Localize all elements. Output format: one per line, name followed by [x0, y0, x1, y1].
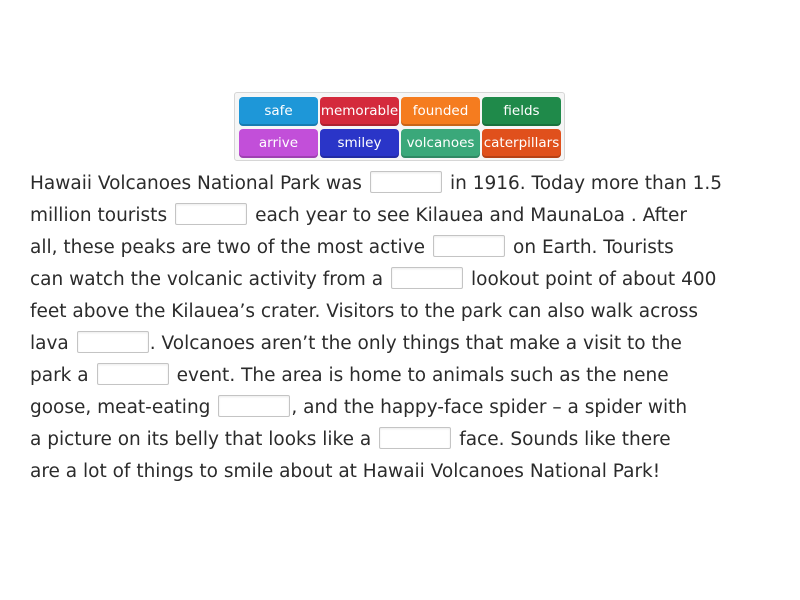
passage-line: [30, 360, 790, 392]
passage-text: . Volcanoes aren’t the only things that make a visit to the: [149, 333, 682, 354]
passage-text: each year to see Kilauea and MaunaLoa . After: [255, 205, 688, 226]
passage-text: face. Sounds like there: [459, 429, 671, 450]
passage-text: lookout point of about 400: [471, 269, 717, 290]
word-chip-memorable[interactable]: memorable: [320, 97, 399, 126]
blank-6[interactable]: [97, 363, 169, 385]
passage: [30, 168, 790, 488]
passage-text: event. The area is home to animals such as the nene: [176, 365, 669, 386]
passage-text: park a: [30, 365, 89, 386]
word-chip-arrive[interactable]: arrive: [239, 129, 318, 158]
passage-text: a picture on its belly that looks like a: [30, 429, 372, 450]
blank-8[interactable]: [379, 427, 451, 449]
passage-line: [30, 424, 790, 456]
passage-text: , and the happy-face spider – a spider with: [291, 397, 688, 418]
passage-text: lava: [30, 333, 69, 354]
word-chip-smiley[interactable]: smiley: [320, 129, 399, 158]
word-chip-volcanoes[interactable]: volcanoes: [401, 129, 480, 158]
passage-line: [30, 200, 790, 232]
blank-4[interactable]: [391, 267, 463, 289]
passage-text: million tourists: [30, 205, 168, 226]
passage-text: are a lot of things to smile about at Hawaii Volcanoes National Park!: [30, 461, 661, 482]
blank-5[interactable]: [77, 331, 149, 353]
passage-line: [30, 328, 790, 360]
passage-text: Hawaii Volcanoes National Park was: [30, 173, 362, 194]
passage-text: can watch the volcanic activity from a: [30, 269, 384, 290]
passage-line: [30, 456, 790, 488]
passage-line: [30, 264, 790, 296]
blank-7[interactable]: [218, 395, 290, 417]
blank-2[interactable]: [175, 203, 247, 225]
passage-line: [30, 392, 790, 424]
passage-line: [30, 296, 790, 328]
word-chip-founded[interactable]: founded: [401, 97, 480, 126]
word-chip-safe[interactable]: safe: [239, 97, 318, 126]
blank-1[interactable]: [370, 171, 442, 193]
passage-line: [30, 232, 790, 264]
passage-text: on Earth. Tourists: [513, 237, 674, 258]
passage-text: in 1916. Today more than 1.5: [449, 173, 723, 194]
blank-3[interactable]: [433, 235, 505, 257]
word-bank: [234, 92, 565, 161]
word-chip-caterpillars[interactable]: caterpillars: [482, 129, 561, 158]
word-chip-fields[interactable]: fields: [482, 97, 561, 126]
passage-text: all, these peaks are two of the most active: [30, 237, 426, 258]
passage-text: feet above the Kilauea’s crater. Visitors to the park can also walk across: [30, 301, 699, 322]
passage-text: goose, meat-eating: [30, 397, 211, 418]
passage-line: [30, 168, 790, 200]
